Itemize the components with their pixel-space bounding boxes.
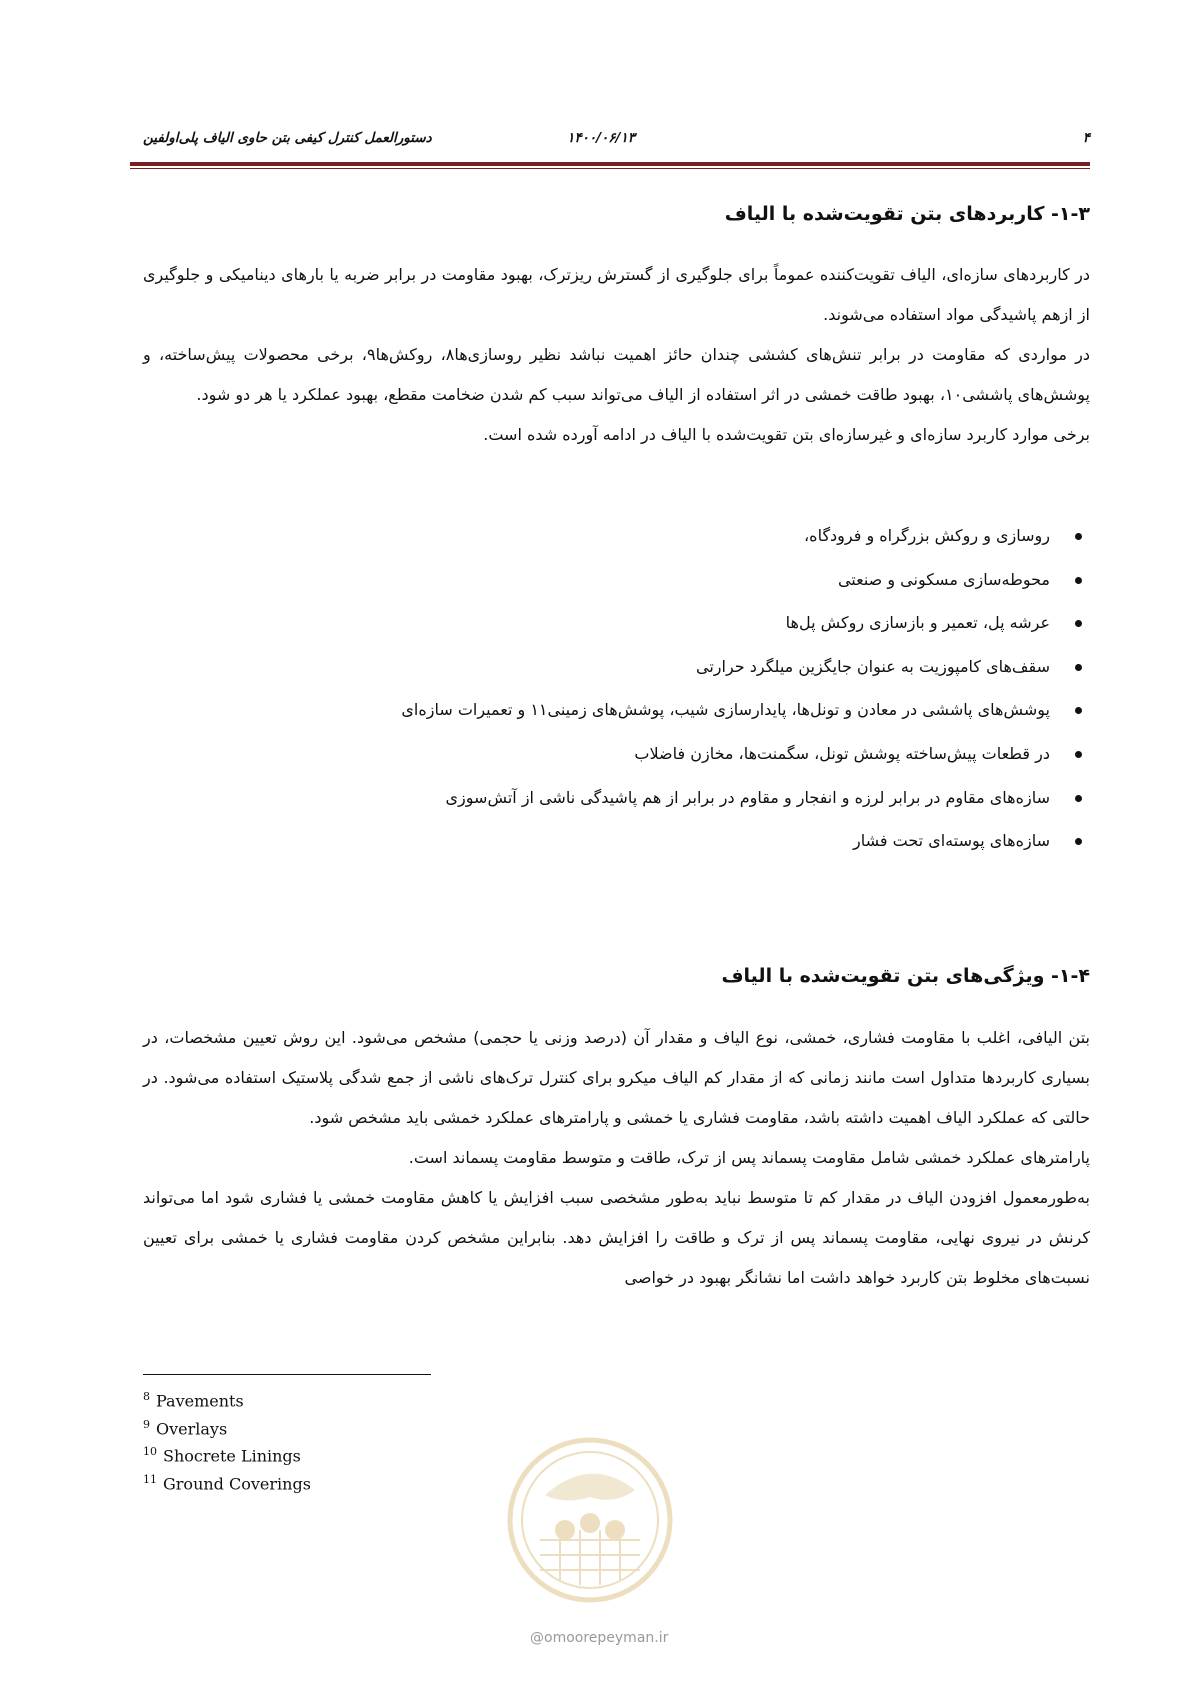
watermark-url: @omoorepeyman.ir	[530, 1630, 669, 1646]
footnote-separator	[143, 1374, 431, 1375]
footnotes	[143, 1390, 311, 1500]
footnote-number: 8	[143, 1390, 150, 1403]
paragraph: پارامترهای عملکرد خمشی شامل مقاومت پسماند پس از ترک، طاقت و متوسط مقاومت پسماند است.	[408, 1148, 1090, 1167]
footnote-number: 10	[143, 1445, 157, 1458]
list-item	[190, 688, 1090, 732]
page-header	[143, 130, 1090, 154]
footnote	[143, 1418, 311, 1446]
bullet-icon	[1075, 751, 1082, 758]
footnote-text: Pavements	[156, 1391, 244, 1411]
footnote-number: 11	[143, 1472, 157, 1486]
list-item	[190, 732, 1090, 776]
bullet-icon	[1075, 620, 1082, 627]
footnote-text: Ground Coverings	[163, 1473, 311, 1493]
bullet-icon	[1075, 577, 1082, 584]
list-item-text: پوشش‌های پاششی در معادن و تونل‌ها، پایدارسازی شیب، پوشش‌های زمینی۱۱ و تعمیرات سازه‌ای	[401, 700, 1050, 720]
paragraph: در مواردی که مقاومت در برابر تنش‌های کششی چندان حائز اهمیت نباشد نظیر روسازی‌ها۸، روکش‌ها۹، برخی محصولات پیش‌ساخته، و پوشش‌های پاششی۱۰، بهبود طاقت خمشی در اثر استفاده از الیاف می‌تواند سبب کم شدن ضخامت مقطع، بهبود عملکرد یا هر دو شود.	[143, 345, 1091, 404]
list-item	[190, 776, 1090, 820]
list-item	[190, 601, 1090, 645]
footnote	[143, 1445, 311, 1473]
footnote-text: Shocrete Linings	[163, 1446, 301, 1466]
list-item	[190, 645, 1090, 689]
applications-list	[190, 514, 1090, 863]
section-3-body	[143, 255, 1090, 455]
list-item-text: سقف‌های کامپوزیت به عنوان جایگزین میلگرد حرارتی	[695, 656, 1050, 676]
bullet-icon	[1075, 838, 1082, 845]
list-item-text: در قطعات پیش‌ساخته پوشش تونل، سگمنت‌ها، مخازن فاضلاب	[634, 743, 1050, 763]
list-item-text: عرشه پل، تعمیر و بازسازی روکش پل‌ها	[785, 613, 1050, 633]
header-rule-thin	[130, 168, 1090, 169]
list-item-text: سازه‌های مقاوم در برابر لرزه و انفجار و مقاوم در برابر از هم پاشیدگی ناشی از آتش‌سوزی	[445, 787, 1050, 807]
paragraph: به‌طورمعمول افزودن الیاف در مقدار کم تا متوسط نباید به‌طور مشخصی سبب افزایش یا کاهش مقاومت خمشی یا فشاری شود اما می‌تواند کرنش در نیروی نهایی، مقاومت پسماند پس از ترک و طاقت را افزایش دهد. بنابراین مشخص کردن مقاومت فشاری یا خمشی برای تعیین نسبت‌های مخلوط بتن کاربرد خواهد داشت اما نشانگر بهبود در خواصی	[143, 1188, 1090, 1287]
list-item-text: محوطه‌سازی مسکونی و صنعتی	[837, 569, 1050, 589]
watermark-logo-icon	[505, 1435, 675, 1605]
page-number: ۴	[1082, 130, 1090, 146]
bullet-icon	[1075, 795, 1082, 802]
section-4-body	[143, 1018, 1090, 1298]
list-item-text: روسازی و روکش بزرگراه و فرودگاه،	[804, 526, 1050, 545]
list-item	[190, 819, 1090, 863]
section-heading: ۱-۳- کاربردهای بتن تقویت‌شده با الیاف	[724, 203, 1090, 225]
paragraph: برخی موارد کاربرد سازه‌ای و غیرسازه‌ای بتن تقویت‌شده با الیاف در ادامه آورده شده است.	[483, 425, 1090, 444]
footnote	[143, 1390, 311, 1418]
header-rule-thick	[130, 162, 1090, 166]
list-item	[190, 558, 1090, 602]
header-title: دستورالعمل کنترل کیفی بتن حاوی الیاف پلی‌اولفین	[143, 130, 432, 146]
footnote	[143, 1473, 311, 1501]
bullet-icon	[1075, 533, 1082, 540]
bullet-icon	[1075, 664, 1082, 671]
footnote-text: Overlays	[156, 1418, 228, 1438]
paragraph: بتن الیافی، اغلب با مقاومت فشاری، خمشی، نوع الیاف و مقدار آن (درصد وزنی یا حجمی) مشخص می‌شود. این روش تعیین مشخصات، در بسیاری کاربردها متداول است مانند زمانی که از مقدار کم الیاف میکرو برای کنترل ترک‌های ناشی از جمع شدگی پلاستیک استفاده می‌شود. در حالتی که عملکرد الیاف اهمیت داشته باشد، مقاومت فشاری یا خمشی و پارامترهای عملکرد خمشی باید مشخص شود.	[143, 1028, 1090, 1127]
paragraph: در کاربردهای سازه‌ای، الیاف تقویت‌کننده عموماً برای جلوگیری از گسترش ریزترک، بهبود مقاومت در برابر ضربه یا بارهای دینامیکی و جلوگیری از ازهم پاشیدگی مواد استفاده می‌شوند.	[143, 265, 1090, 324]
footnote-number: 9	[143, 1417, 150, 1431]
bullet-icon	[1075, 707, 1082, 714]
list-item-text: سازه‌های پوسته‌ای تحت فشار	[853, 831, 1050, 851]
list-item	[190, 514, 1090, 558]
header-date: ۱۴۰۰/۰۶/۱۳	[567, 130, 635, 146]
section-heading: ۱-۴- ویژگی‌های بتن تقویت‌شده با الیاف	[721, 965, 1090, 987]
